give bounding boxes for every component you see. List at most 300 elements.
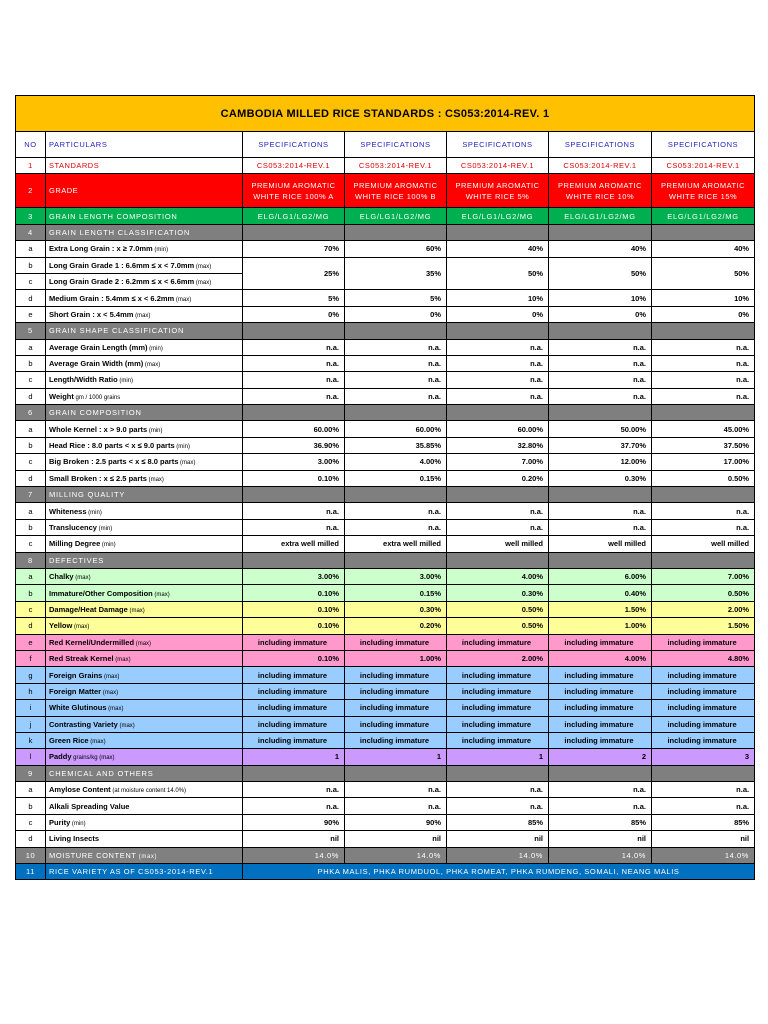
- value-cell: n.a.: [652, 372, 755, 388]
- empty-cell: [652, 765, 755, 781]
- value-cell: n.a.: [447, 388, 549, 404]
- value-cell: 2.00%: [447, 650, 549, 666]
- table-row: [16, 831, 755, 847]
- row-number: h: [16, 683, 46, 699]
- title-row: [16, 96, 755, 132]
- table-row: [16, 355, 755, 371]
- value-cell: including immature: [549, 634, 652, 650]
- row-label-text: Average Grain Length (mm): [49, 342, 148, 352]
- section-number: 7: [16, 487, 46, 503]
- value-cell: 5%: [345, 290, 447, 306]
- row-label-text: Red Streak Kernel: [49, 654, 114, 664]
- value-cell: n.a.: [447, 798, 549, 814]
- empty-cell: [652, 552, 755, 568]
- row-number: 10: [16, 847, 46, 863]
- row-label: RICE VARIETY AS OF CS053-2014-REV.1: [46, 864, 243, 880]
- row-label-text: Long Grain Grade 1 : 6.6mm ≤ x < 7.0mm: [49, 260, 195, 270]
- table-row: [16, 568, 755, 584]
- empty-cell: [652, 405, 755, 421]
- value-cell: including immature: [345, 716, 447, 732]
- value-cell: 85%: [549, 814, 652, 830]
- value-cell: n.a.: [345, 782, 447, 798]
- table-row: [16, 519, 755, 535]
- row-label: [46, 306, 243, 322]
- value-cell: n.a.: [243, 519, 345, 535]
- row-number: b: [16, 798, 46, 814]
- value-cell: 36.90%: [243, 437, 345, 453]
- value-cell: 7.00%: [652, 568, 755, 584]
- empty-cell: [345, 487, 447, 503]
- value-cell: 0.10%: [243, 650, 345, 666]
- row-label: [46, 618, 243, 634]
- table-row: [16, 700, 755, 716]
- value-cell: 50%: [549, 257, 652, 290]
- grain-length-composition-row: [16, 208, 755, 224]
- table-row: [16, 257, 755, 273]
- header-spec: SPECIFICATIONS: [345, 132, 447, 158]
- row-qualifier: (min): [86, 509, 102, 516]
- value-cell: 0.50%: [447, 618, 549, 634]
- row-label: [46, 585, 243, 601]
- empty-cell: [243, 765, 345, 781]
- row-label-text: Living Insects: [49, 834, 100, 844]
- empty-cell: [345, 765, 447, 781]
- value-cell: 3: [652, 749, 755, 765]
- rice-variety-list: PHKA MALIS, PHKA RUMDUOL, PHKA ROMEAT, PHKA RUMDENG, SOMALI, NEANG MALIS: [243, 864, 755, 880]
- value-cell: including immature: [549, 683, 652, 699]
- empty-cell: [243, 552, 345, 568]
- value-cell: n.a.: [549, 355, 652, 371]
- row-number: c: [16, 454, 46, 470]
- row-number: f: [16, 650, 46, 666]
- value-cell: 25%: [243, 257, 345, 290]
- value-cell: including immature: [243, 667, 345, 683]
- value-cell: 17.00%: [652, 454, 755, 470]
- empty-cell: [549, 765, 652, 781]
- value-cell: n.a.: [345, 503, 447, 519]
- value-cell: 0%: [447, 306, 549, 322]
- row-qualifier: (max): [106, 706, 124, 713]
- value-cell: n.a.: [243, 798, 345, 814]
- row-label-text: Green Rice: [49, 736, 89, 746]
- value-cell: nil: [447, 831, 549, 847]
- empty-cell: [243, 224, 345, 240]
- row-qualifier: (max): [73, 575, 91, 582]
- value-cell: including immature: [549, 667, 652, 683]
- row-label-text: Amylose Content: [49, 785, 111, 795]
- value-cell: n.a.: [243, 503, 345, 519]
- row-qualifier: (max): [127, 607, 145, 614]
- value-cell: 0.20%: [345, 618, 447, 634]
- table-row: [16, 454, 755, 470]
- table-row: [16, 650, 755, 666]
- row-qualifier: (min): [152, 247, 169, 254]
- value-cell: 1.00%: [549, 618, 652, 634]
- value-cell: n.a.: [549, 782, 652, 798]
- section-title: CHEMICAL AND OTHERS: [46, 765, 243, 781]
- row-label-text: Yellow: [49, 621, 73, 631]
- empty-cell: [447, 487, 549, 503]
- section-header-row: [16, 224, 755, 240]
- header-row: [16, 132, 755, 158]
- value-cell: 14.0%: [549, 847, 652, 863]
- rice-variety-row: [16, 864, 755, 880]
- section-title: GRAIN COMPOSITION: [46, 405, 243, 421]
- row-number: a: [16, 782, 46, 798]
- value-cell: 70%: [243, 241, 345, 257]
- header-spec: SPECIFICATIONS: [243, 132, 345, 158]
- value-cell: including immature: [549, 700, 652, 716]
- row-number: b: [16, 519, 46, 535]
- row-qualifier: (max): [117, 722, 135, 729]
- row-qualifier: (max): [174, 296, 192, 303]
- value-cell: n.a.: [652, 782, 755, 798]
- section-title: GRAIN LENGTH CLASSIFICATION: [46, 224, 243, 240]
- row-label: [46, 519, 243, 535]
- table-row: [16, 306, 755, 322]
- row-label-text: Foreign Matter: [49, 686, 102, 696]
- value-cell: 14.0%: [243, 847, 345, 863]
- value-cell: including immature: [652, 683, 755, 699]
- row-qualifier: (min): [147, 427, 163, 434]
- value-cell: 35.85%: [345, 437, 447, 453]
- row-label: [46, 831, 243, 847]
- moisture-row: [16, 847, 755, 863]
- value-cell: nil: [345, 831, 447, 847]
- section-header-row: [16, 405, 755, 421]
- value-cell: n.a.: [345, 372, 447, 388]
- value-cell: 14.0%: [345, 847, 447, 863]
- row-number: d: [16, 388, 46, 404]
- row-label-text: Translucency: [49, 523, 97, 532]
- section-number: 4: [16, 224, 46, 240]
- row-label-text: White Glutinous: [49, 703, 107, 713]
- row-qualifier: (max): [113, 657, 131, 664]
- row-number: e: [16, 634, 46, 650]
- row-label-text: Alkali Spreading Value: [49, 801, 130, 811]
- value-cell: n.a.: [447, 355, 549, 371]
- row-label: GRAIN LENGTH COMPOSITION: [46, 208, 243, 224]
- value-cell: 40%: [652, 241, 755, 257]
- empty-cell: [243, 487, 345, 503]
- row-number: l: [16, 749, 46, 765]
- value-cell: nil: [652, 831, 755, 847]
- value-cell: n.a.: [243, 388, 345, 404]
- value-cell: n.a.: [447, 782, 549, 798]
- glc-cell: ELG/LG1/LG2/MG: [549, 208, 652, 224]
- row-number: d: [16, 470, 46, 486]
- value-cell: including immature: [447, 716, 549, 732]
- value-cell: including immature: [652, 667, 755, 683]
- empty-cell: [652, 224, 755, 240]
- value-cell: n.a.: [447, 519, 549, 535]
- value-cell: including immature: [652, 716, 755, 732]
- row-number: c: [16, 273, 46, 289]
- header-spec: SPECIFICATIONS: [447, 132, 549, 158]
- empty-cell: [243, 323, 345, 339]
- value-cell: 60.00%: [243, 421, 345, 437]
- value-cell: 10%: [652, 290, 755, 306]
- row-label: [46, 437, 243, 453]
- value-cell: well milled: [652, 536, 755, 552]
- grade-cell: PREMIUM AROMATIC WHITE RICE 5%: [447, 174, 549, 208]
- row-number: a: [16, 568, 46, 584]
- value-cell: nil: [243, 831, 345, 847]
- value-cell: 1: [243, 749, 345, 765]
- value-cell: including immature: [549, 716, 652, 732]
- row-number: j: [16, 716, 46, 732]
- row-number: a: [16, 241, 46, 257]
- row-number: i: [16, 700, 46, 716]
- row-label: [46, 749, 243, 765]
- row-label-text: Whiteness: [49, 506, 87, 516]
- value-cell: 1: [447, 749, 549, 765]
- row-qualifier: (max): [133, 312, 151, 319]
- value-cell: including immature: [447, 667, 549, 683]
- row-number: g: [16, 667, 46, 683]
- value-cell: n.a.: [447, 372, 549, 388]
- value-cell: n.a.: [447, 339, 549, 355]
- value-cell: 45.00%: [652, 421, 755, 437]
- row-label-text: Purity: [49, 818, 71, 828]
- table-row: [16, 618, 755, 634]
- row-qualifier: (at moisture content 14.0%): [110, 788, 187, 795]
- row-qualifier: (max): [134, 640, 152, 647]
- value-cell: n.a.: [345, 355, 447, 371]
- value-cell: n.a.: [652, 355, 755, 371]
- row-qualifier: grains/kg (max): [71, 755, 115, 762]
- row-label: [46, 782, 243, 798]
- table-row: [16, 585, 755, 601]
- empty-cell: [652, 323, 755, 339]
- value-cell: 1: [345, 749, 447, 765]
- value-cell: 1.00%: [345, 650, 447, 666]
- section-title: DEFECTIVES: [46, 552, 243, 568]
- value-cell: including immature: [345, 667, 447, 683]
- row-qualifier: (min): [174, 444, 190, 451]
- value-cell: including immature: [447, 732, 549, 748]
- row-label-text: Paddy: [49, 752, 72, 762]
- value-cell: n.a.: [549, 388, 652, 404]
- value-cell: including immature: [652, 732, 755, 748]
- table-row: [16, 814, 755, 830]
- value-cell: n.a.: [652, 519, 755, 535]
- table-row: [16, 470, 755, 486]
- glc-cell: ELG/LG1/LG2/MG: [652, 208, 755, 224]
- value-cell: 0%: [549, 306, 652, 322]
- value-cell: 60.00%: [345, 421, 447, 437]
- value-cell: n.a.: [243, 355, 345, 371]
- section-number: 8: [16, 552, 46, 568]
- row-number: 3: [16, 208, 46, 224]
- table-row: [16, 503, 755, 519]
- row-label-text: Medium Grain : 5.4mm ≤ x < 6.2mm: [49, 293, 175, 303]
- row-number: 11: [16, 864, 46, 880]
- row-label: [46, 716, 243, 732]
- value-cell: including immature: [447, 634, 549, 650]
- table-row: [16, 634, 755, 650]
- value-cell: n.a.: [652, 388, 755, 404]
- row-label: [46, 454, 243, 470]
- header-no: NO: [16, 132, 46, 158]
- row-number: b: [16, 355, 46, 371]
- empty-cell: [447, 323, 549, 339]
- row-label: [46, 683, 243, 699]
- table-row: [16, 683, 755, 699]
- row-label: [46, 355, 243, 371]
- value-cell: 0.50%: [447, 601, 549, 617]
- page-title: CAMBODIA MILLED RICE STANDARDS : CS053:2014-REV. 1: [16, 96, 755, 132]
- value-cell: 0.50%: [652, 470, 755, 486]
- value-cell: 4.80%: [652, 650, 755, 666]
- value-cell: extra well milled: [243, 536, 345, 552]
- value-cell: 4.00%: [447, 568, 549, 584]
- row-qualifier: (max): [72, 624, 90, 631]
- row-label-text: Length/Width Ratio: [49, 375, 118, 385]
- glc-cell: ELG/LG1/LG2/MG: [345, 208, 447, 224]
- row-label: [46, 650, 243, 666]
- row-label: [46, 568, 243, 584]
- value-cell: 12.00%: [549, 454, 652, 470]
- standards-row: [16, 158, 755, 174]
- row-number: c: [16, 536, 46, 552]
- value-cell: 0.30%: [345, 601, 447, 617]
- table-row: [16, 601, 755, 617]
- empty-cell: [447, 224, 549, 240]
- row-number: k: [16, 732, 46, 748]
- row-label-text: Short Grain : x < 5.4mm: [49, 309, 134, 319]
- empty-cell: [345, 405, 447, 421]
- row-qualifier: (max): [136, 853, 158, 860]
- value-cell: n.a.: [243, 339, 345, 355]
- section-header-row: [16, 487, 755, 503]
- row-label-text: Long Grain Grade 2 : 6.2mm ≤ x < 6.6mm: [49, 277, 195, 287]
- table-row: [16, 372, 755, 388]
- row-number: d: [16, 618, 46, 634]
- row-label: [46, 536, 243, 552]
- value-cell: n.a.: [549, 339, 652, 355]
- standard-cell: CS053:2014-REV.1: [652, 158, 755, 174]
- row-qualifier: (max): [146, 476, 164, 483]
- glc-cell: ELG/LG1/LG2/MG: [447, 208, 549, 224]
- value-cell: including immature: [243, 683, 345, 699]
- standard-cell: CS053:2014-REV.1: [345, 158, 447, 174]
- empty-cell: [345, 323, 447, 339]
- section-number: 5: [16, 323, 46, 339]
- value-cell: 7.00%: [447, 454, 549, 470]
- row-number: e: [16, 306, 46, 322]
- row-label-text: MOISTURE CONTENT: [49, 850, 137, 860]
- row-qualifier: (min): [70, 821, 86, 828]
- row-label: [46, 847, 243, 863]
- value-cell: including immature: [345, 732, 447, 748]
- table-row: [16, 798, 755, 814]
- value-cell: 37.70%: [549, 437, 652, 453]
- grade-cell: PREMIUM AROMATIC WHITE RICE 100% B: [345, 174, 447, 208]
- row-qualifier: (min): [96, 526, 113, 532]
- standard-cell: CS053:2014-REV.1: [549, 158, 652, 174]
- value-cell: 3.00%: [243, 568, 345, 584]
- row-label-text: Head Rice : 8.0 parts < x ≤ 9.0 parts: [49, 441, 175, 451]
- value-cell: 50.00%: [549, 421, 652, 437]
- row-label-text: Foreign Grains: [49, 670, 103, 680]
- value-cell: 3.00%: [243, 454, 345, 470]
- row-label: [46, 241, 243, 257]
- value-cell: including immature: [243, 716, 345, 732]
- value-cell: n.a.: [652, 798, 755, 814]
- value-cell: n.a.: [652, 503, 755, 519]
- value-cell: including immature: [243, 732, 345, 748]
- table-row: [16, 782, 755, 798]
- value-cell: n.a.: [345, 519, 447, 535]
- value-cell: n.a.: [549, 503, 652, 519]
- value-cell: 2: [549, 749, 652, 765]
- value-cell: 35%: [345, 257, 447, 290]
- value-cell: 10%: [447, 290, 549, 306]
- value-cell: 0.15%: [345, 470, 447, 486]
- row-label: [46, 700, 243, 716]
- empty-cell: [652, 487, 755, 503]
- empty-cell: [243, 405, 345, 421]
- row-number: b: [16, 257, 46, 273]
- row-label-text: Damage/Heat Damage: [49, 604, 128, 614]
- row-qualifier: (max): [88, 739, 106, 746]
- grade-cell: PREMIUM AROMATIC WHITE RICE 15%: [652, 174, 755, 208]
- value-cell: 40%: [549, 241, 652, 257]
- value-cell: 0%: [243, 306, 345, 322]
- value-cell: 32.80%: [447, 437, 549, 453]
- table-row: [16, 536, 755, 552]
- value-cell: 60%: [345, 241, 447, 257]
- value-cell: 85%: [447, 814, 549, 830]
- empty-cell: [345, 552, 447, 568]
- value-cell: 1.50%: [549, 601, 652, 617]
- value-cell: 0.10%: [243, 470, 345, 486]
- standard-cell: CS053:2014-REV.1: [243, 158, 345, 174]
- value-cell: including immature: [345, 683, 447, 699]
- value-cell: 60.00%: [447, 421, 549, 437]
- value-cell: n.a.: [549, 519, 652, 535]
- row-number: b: [16, 437, 46, 453]
- value-cell: n.a.: [345, 798, 447, 814]
- value-cell: n.a.: [447, 503, 549, 519]
- empty-cell: [549, 323, 652, 339]
- row-label-text: Contrasting Variety: [49, 719, 118, 729]
- value-cell: 4.00%: [549, 650, 652, 666]
- row-label: [46, 339, 243, 355]
- row-label: [46, 814, 243, 830]
- header-spec: SPECIFICATIONS: [652, 132, 755, 158]
- value-cell: including immature: [549, 732, 652, 748]
- value-cell: 85%: [652, 814, 755, 830]
- row-number: d: [16, 831, 46, 847]
- value-cell: 90%: [243, 814, 345, 830]
- row-number: a: [16, 339, 46, 355]
- row-qualifier: (max): [143, 362, 161, 369]
- table-row: [16, 437, 755, 453]
- standard-cell: CS053:2014-REV.1: [447, 158, 549, 174]
- table-row: [16, 241, 755, 257]
- row-qualifier: (max): [194, 263, 212, 270]
- row-label-text: Weight: [49, 391, 74, 401]
- row-number: c: [16, 814, 46, 830]
- value-cell: 0.30%: [447, 585, 549, 601]
- value-cell: 37.50%: [652, 437, 755, 453]
- value-cell: n.a.: [549, 798, 652, 814]
- row-qualifier: (max): [102, 673, 120, 680]
- grade-cell: PREMIUM AROMATIC WHITE RICE 100% A: [243, 174, 345, 208]
- value-cell: n.a.: [652, 339, 755, 355]
